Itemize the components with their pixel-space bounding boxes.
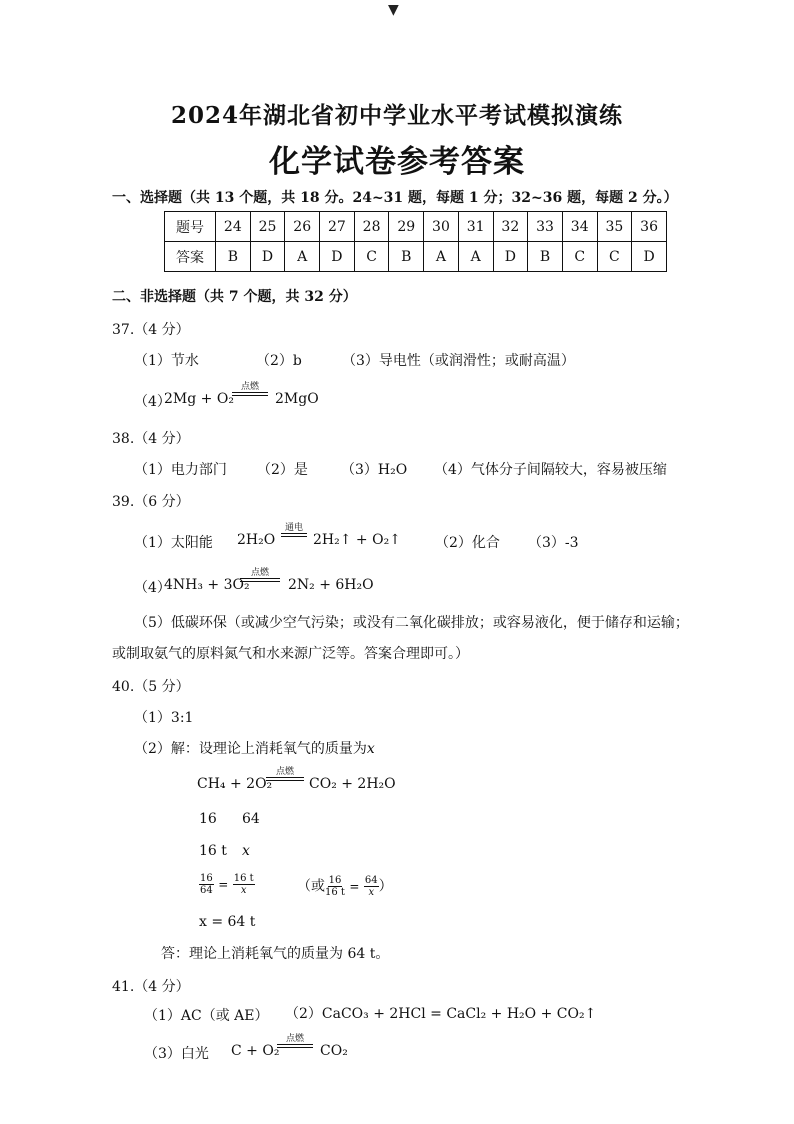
alt-close: ） [378, 878, 393, 895]
q39-eq1-right: 2H₂↑ + O₂↑ [313, 532, 401, 548]
table-cell: 33 [528, 212, 563, 242]
table-cell: 35 [597, 212, 632, 242]
numerator: 16 [328, 875, 342, 886]
q38-answer-4: （4）气体分子间隔较大，容易被压缩 [434, 462, 667, 478]
reaction-arrow-burn [277, 1035, 313, 1048]
condition-label: 点燃 [285, 1034, 304, 1044]
q37-eq-left: 2Mg + O₂ [164, 391, 234, 407]
table-cell: C [597, 242, 632, 272]
reaction-arrow-electrolysis [281, 524, 307, 537]
reaction-arrow-burn [240, 569, 280, 582]
top-mark: ▼ [388, 2, 399, 18]
q38-title: 38.（4 分） [112, 431, 190, 447]
answer-key-title: 化学试卷参考答案 [269, 144, 525, 180]
table-cell: A [458, 242, 493, 272]
q37-title: 37.（4 分） [112, 322, 190, 338]
denominator: 16 t [325, 887, 345, 898]
q39-answer-5-line2: 或制取氨气的原料氮气和水来源广泛等。答案合理即可。） [112, 646, 469, 662]
q41-answer-2: （2）CaCO₃ + 2HCl = CaCl₂ + H₂O + CO₂↑ [285, 1006, 597, 1022]
exam-title: 2024年湖北省初中学业水平考试模拟演练 [170, 102, 623, 129]
table-row-numbers [165, 212, 667, 242]
q39-eq2-right: 2N₂ + 6H₂O [288, 577, 374, 593]
table-cell: A [285, 242, 320, 272]
equals-bar [277, 1044, 313, 1048]
table-cell: 题号 [165, 212, 216, 242]
fraction [233, 873, 255, 896]
q41-answer-1: （1）AC（或 AE） [144, 1008, 269, 1024]
condition-label: 通电 [284, 523, 303, 533]
table-cell: 30 [424, 212, 459, 242]
equals-bar [281, 533, 307, 537]
q39-answer-5-line1: （5）低碳环保（或减少空气污染；或没有二氧化碳排放；或容易液化，便于储存和运输； [134, 615, 689, 631]
table-row-answers [165, 242, 667, 272]
table-cell: B [528, 242, 563, 272]
fraction [325, 875, 345, 898]
q39-eq2-left: 4NH₃ + 3O₂ [164, 577, 250, 593]
q41-title: 41.（4 分） [112, 979, 190, 995]
equals-bar [240, 578, 280, 582]
q40-title: 40.（5 分） [112, 679, 190, 695]
equals-bar [266, 777, 304, 781]
q39-title: 39.（6 分） [112, 494, 190, 510]
q40-mass-o2-ratio-a: 16 [199, 811, 217, 827]
q38-answer-2: （2）是 [257, 462, 308, 478]
q39-answer-2: （2）化合 [435, 535, 500, 551]
condition-label: 点燃 [250, 568, 269, 578]
q37-answer-4-label: （4） [134, 394, 171, 410]
section2-heading: 二、非选择题（共 7 个题，共 32 分） [112, 289, 357, 305]
section1-heading: 一、选择题（共 13 个题，共 18 分。24~31 题，每题 1 分；32~36 题，每题 2 分。） [112, 190, 678, 206]
table-cell: D [632, 242, 667, 272]
q40-eq-left: CH₄ + 2O₂ [197, 776, 273, 792]
q39-answer-1: （1）太阳能 [134, 535, 213, 551]
table-cell: D [250, 242, 285, 272]
q37-eq-right: 2MgO [275, 391, 319, 407]
q41-answer-3: （3）白光 [144, 1046, 209, 1062]
table-cell: 27 [320, 212, 355, 242]
denominator: x [240, 885, 247, 896]
numerator: 16 [200, 873, 213, 884]
table-cell: D [320, 242, 355, 272]
q37-answer-2: （2）b [256, 353, 302, 369]
table-cell: 32 [493, 212, 528, 242]
denominator: x [368, 887, 375, 898]
q40-actual-mass-a: 16 t [199, 843, 227, 859]
q41-eq-right: CO₂ [320, 1043, 348, 1059]
q40-answer-2-intro [134, 738, 375, 758]
numerator: 64 [364, 875, 378, 886]
table-cell: 31 [458, 212, 493, 242]
q38-answer-3: （3）H₂O [341, 462, 408, 478]
q41-eq-left: C + O₂ [231, 1043, 280, 1059]
table-cell: 29 [389, 212, 424, 242]
equals-bar [232, 392, 268, 396]
alt-open: （或 [297, 878, 325, 895]
equals-sign: = [349, 879, 360, 894]
table-cell: 36 [632, 212, 667, 242]
q40-variable: x [366, 741, 375, 757]
fraction [199, 873, 214, 896]
table-cell: D [493, 242, 528, 272]
q40-actual-mass-b: x [242, 843, 250, 859]
q37-answer-1: （1）节水 [134, 353, 199, 369]
reaction-arrow-burn [232, 383, 268, 396]
q40-intro-text: （2）解：设理论上消耗氧气的质量为 [134, 741, 367, 757]
q40-proportion [199, 873, 255, 896]
q40-eq-right: CO₂ + 2H₂O [309, 776, 396, 792]
q40-conclusion: 答：理论上消耗氧气的质量为 64 t。 [161, 946, 390, 962]
q40-mass-o2-ratio-b: 64 [242, 811, 260, 827]
q39-answer-3: （3）-3 [528, 535, 579, 551]
table-cell: 答案 [165, 242, 216, 272]
numerator: 16 t [233, 873, 254, 884]
table-cell: B [216, 242, 251, 272]
table-cell: C [354, 242, 389, 272]
table-cell: 24 [216, 212, 251, 242]
q40-alt-proportion [297, 875, 393, 898]
reaction-arrow-burn [266, 768, 304, 781]
fraction [364, 875, 379, 898]
q40-answer-1: （1）3:1 [134, 710, 194, 726]
table-cell: B [389, 242, 424, 272]
q39-eq1-left: 2H₂O [237, 532, 276, 548]
q37-answer-3: （3）导电性（或润滑性；或耐高温） [342, 353, 575, 369]
table-cell: C [562, 242, 597, 272]
denominator: 64 [200, 885, 213, 896]
q40-result: x = 64 t [199, 914, 256, 930]
table-cell: 34 [562, 212, 597, 242]
table-cell: 28 [354, 212, 389, 242]
condition-label: 点燃 [240, 382, 259, 392]
answer-table [164, 211, 667, 272]
condition-label: 点燃 [275, 767, 294, 777]
table-cell: 26 [285, 212, 320, 242]
table-cell: A [424, 242, 459, 272]
table-cell: 25 [250, 212, 285, 242]
equals-sign: = [218, 877, 229, 892]
q38-answer-1: （1）电力部门 [134, 462, 227, 478]
q39-answer-4-label: （4） [134, 580, 171, 596]
